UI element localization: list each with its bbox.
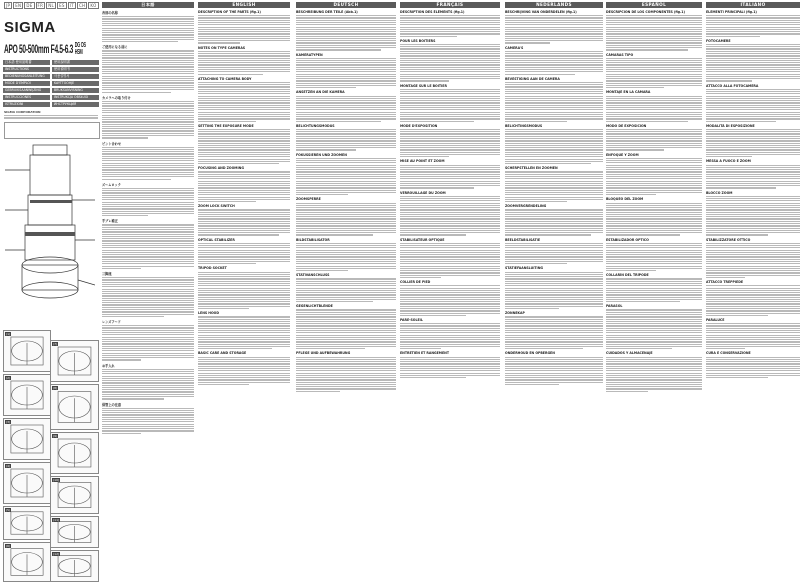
section-heading: FOTOCAMERE xyxy=(706,38,731,43)
section-heading: CURA E CONSERVAZIONE xyxy=(706,351,751,356)
instruction-figure xyxy=(50,550,99,582)
text-column-0 xyxy=(102,2,194,435)
language-code-strip xyxy=(4,2,100,9)
section-heading: BEVESTIGING AAN DE CAMERA xyxy=(505,76,560,81)
figure-label: (2) xyxy=(6,376,11,380)
section-heading: BLOCCO ZOOM xyxy=(706,190,733,195)
section-heading: ONDERHOUD EN OPBERGEN xyxy=(505,351,555,356)
section-heading: DESCRIPCIÓN DE LOS COMPONENTES (fig.1) xyxy=(606,10,685,14)
instruction-figure xyxy=(50,340,99,382)
text-column-1 xyxy=(198,2,290,386)
section-heading: VERROUILLAGE DU ZOOM xyxy=(400,190,446,195)
column-header: ESPAÑOL xyxy=(606,2,702,8)
language-tab: MODE D'EMPLOI xyxy=(3,81,50,86)
figure-label: (8) xyxy=(53,386,58,390)
figure-drawing xyxy=(51,433,98,473)
contact-box xyxy=(4,122,100,139)
figure-label: (6) xyxy=(6,544,11,548)
figure-drawing xyxy=(4,419,50,459)
text-column-2 xyxy=(296,2,396,393)
figure-label: (7) xyxy=(53,342,58,346)
section-heading: ズームロック xyxy=(102,182,121,187)
figure-label: (9) xyxy=(53,434,58,438)
section-heading: BESCHRIJVING VAN ONDERDELEN (fig.1) xyxy=(505,10,577,14)
section-heading: ELEMENTI PRINCIPALI (fig.1) xyxy=(706,10,757,14)
section-heading: DESCRIPTION OF THE PARTS (fig.1) xyxy=(198,10,261,14)
column-header: ENGLISH xyxy=(198,2,290,8)
instruction-figure xyxy=(3,542,51,582)
section-heading: DESCRIPTION DES ÉLÉMENTS (fig.1) xyxy=(400,10,465,14)
language-tab: INSTRUCTIONS xyxy=(3,67,50,72)
section-heading: MODO DE EXPOSICIÓN xyxy=(606,123,647,128)
language-index xyxy=(3,60,99,107)
section-heading: PARALUCE xyxy=(706,318,725,323)
section-heading: OPTICAL STABILIZER xyxy=(198,237,235,242)
column-header: DEUTSCH xyxy=(296,2,396,8)
language-code: NL xyxy=(48,3,55,8)
figure-label: (11) xyxy=(53,518,60,522)
section-heading: BELICHTUNGSMODUS xyxy=(296,123,335,128)
text-column-5 xyxy=(606,2,702,393)
section-heading: SCHERPSTELLEN EN ZOOMEN xyxy=(505,166,558,171)
column-header: ITALIANO xyxy=(706,2,800,8)
section-heading: ESTABILIZADOR ÓPTICO xyxy=(606,237,649,242)
section-heading: FOKUSSIEREN UND ZOOMEN xyxy=(296,152,347,157)
section-heading: ZOOMSPERRE xyxy=(296,197,321,202)
language-tab: INSTRUKCJA OBSŁUGI xyxy=(52,95,99,100)
figure-label: (3) xyxy=(6,420,11,424)
section-heading: COLLARÍN DEL TRÍPODE xyxy=(606,273,649,278)
figure-label: (4) xyxy=(6,464,11,468)
section-heading: BELICHTINGSMODUS xyxy=(505,123,543,128)
section-heading: ENFOQUE Y ZOOM xyxy=(606,152,639,157)
instruction-figure xyxy=(50,476,99,514)
section-heading: MONTAGE SUR LE BOITIER xyxy=(400,83,447,88)
section-heading: BASIC CARE AND STORAGE xyxy=(198,351,247,356)
company-address xyxy=(4,110,98,120)
instruction-figure xyxy=(50,432,99,474)
section-heading: PARE-SOLEIL xyxy=(400,318,423,323)
section-heading: MONTAJE EN LA CÁMARA xyxy=(606,90,651,95)
language-code: CH xyxy=(78,3,86,8)
section-heading: STABILISATEUR OPTIQUE xyxy=(400,237,445,242)
figure-drawing xyxy=(4,463,50,503)
instruction-figure xyxy=(50,516,99,548)
figure-label: (5) xyxy=(6,508,11,512)
language-tab: ИНСТРУКЦИЯ xyxy=(52,102,99,107)
section-heading: SETTING THE EXPOSURE MODE xyxy=(198,123,254,128)
section-heading: GEGENLICHTBLENDE xyxy=(296,304,333,309)
column-header: FRANÇAIS xyxy=(400,2,500,8)
section-heading: ATTACHING TO CAMERA BODY xyxy=(198,76,252,81)
section-heading: ATTACCO ALLA FOTOCAMERA xyxy=(706,83,759,88)
section-heading: MESSA A FUOCO E ZOOM xyxy=(706,159,751,164)
language-tab: ISTRUZIONI xyxy=(3,102,50,107)
section-heading: 手ブレ補正 xyxy=(102,219,118,224)
section-heading: ANSETZEN AN DIE KAMERA xyxy=(296,90,345,95)
figure-label: (10) xyxy=(53,478,60,482)
instruction-figure xyxy=(3,462,51,504)
language-tab: 使用说明书 xyxy=(52,67,99,72)
language-tab: BRUKSANVISNING xyxy=(52,88,99,93)
section-heading: レンズフード xyxy=(102,320,121,325)
figure-drawing xyxy=(51,477,98,513)
section-heading: COLLIER DE PIED xyxy=(400,280,431,285)
section-heading: FOCUSING AND ZOOMING xyxy=(198,166,244,171)
section-heading: MODE D'EXPOSITION xyxy=(400,123,438,128)
section-heading: LENS HOOD xyxy=(198,311,220,316)
section-heading: TRIPOD SOCKET xyxy=(198,266,227,271)
section-heading: ご使用になる前に xyxy=(102,45,128,50)
section-heading: 三脚座 xyxy=(102,272,112,276)
text-column-6 xyxy=(706,2,800,379)
column-header: 日本語 xyxy=(102,2,194,8)
section-heading: BEELDSTABILISATIE xyxy=(505,237,541,242)
company-name: SIGMA CORPORATION xyxy=(4,110,41,114)
section-heading: 各部の名称 xyxy=(102,11,118,15)
figure-label: (12) xyxy=(53,552,60,556)
model-suffix: DG OS HSM xyxy=(74,42,86,56)
figure-drawing xyxy=(4,543,50,581)
figure-drawing xyxy=(4,331,50,371)
section-heading: MISE AU POINT ET ZOOM xyxy=(400,159,445,164)
instruction-figure xyxy=(3,418,51,460)
section-heading: PFLEGE UND AUFBEWAHRUNG xyxy=(296,351,351,356)
section-heading: NOTES ON TYPE CAMERAS xyxy=(198,45,246,50)
section-heading: PARASOL xyxy=(606,304,623,309)
section-heading: BESCHREIBUNG DER TEILE (Abb.1) xyxy=(296,10,358,14)
lens-diagram-figure xyxy=(5,140,95,305)
language-code: KO xyxy=(90,3,97,8)
section-heading: BILDSTABILISATOR xyxy=(296,237,330,242)
instruction-figure xyxy=(50,384,99,430)
figure-drawing xyxy=(51,341,98,381)
section-heading: CUIDADOS Y ALMACENAJE xyxy=(606,351,653,356)
language-code: FR xyxy=(37,3,44,8)
language-tab: GEBRUIKSAANWIJZING xyxy=(3,88,50,93)
text-column-3 xyxy=(400,2,500,379)
language-tab: 使用說明書 xyxy=(52,60,99,65)
section-heading: KAMERATYPEN xyxy=(296,52,323,57)
section-heading: POUR LES BOITIERS xyxy=(400,38,436,43)
text-column-4 xyxy=(505,2,603,386)
language-code: DE xyxy=(26,3,33,8)
section-heading: MODALITÀ DI ESPOSIZIONE xyxy=(706,123,755,128)
figure-drawing xyxy=(4,375,50,415)
section-heading: BLOQUEO DEL ZOOM xyxy=(606,197,644,202)
lens-model-title xyxy=(4,42,88,56)
figure-drawing xyxy=(51,385,98,429)
section-heading: 保管上の注意 xyxy=(102,402,122,407)
language-code: IT xyxy=(69,3,74,8)
section-heading: ZOOM LOCK SWITCH xyxy=(198,204,235,209)
section-heading: CÁMARAS TIPO xyxy=(606,52,634,57)
sigma-logo: SIGMA xyxy=(4,19,56,36)
language-code: JP xyxy=(6,3,11,8)
instruction-figure xyxy=(3,330,51,372)
section-heading: STATIEFAANSLUITING xyxy=(505,266,544,271)
language-tab: BEDIENUNGSANLEITUNG xyxy=(3,74,50,79)
section-heading: STATIVANSCHLUSS xyxy=(296,273,330,278)
instruction-figure xyxy=(3,506,51,540)
language-tab: 日本語 使用説明書 xyxy=(3,60,50,65)
model-name: APO 50-500mm F4.5-6.3 xyxy=(4,42,74,56)
figure-label: (1) xyxy=(6,332,11,336)
language-tab: INSTRUCCIONES xyxy=(3,95,50,100)
section-heading: ATTACCO TREPPIEDE xyxy=(706,280,744,285)
section-heading: ZONNEKAP xyxy=(505,311,525,316)
instruction-figure xyxy=(3,374,51,416)
section-heading: お手入れ xyxy=(102,363,115,368)
language-code: ES xyxy=(59,3,65,8)
section-heading: ZOOMVERGRENDELING xyxy=(505,204,547,209)
section-heading: CAMERA'S xyxy=(505,45,524,50)
section-heading: STABILIZZATORE OTTICO xyxy=(706,237,751,242)
section-heading: ENTRETIEN ET RANGEMENT xyxy=(400,351,450,356)
section-heading: カメラへの取り付け xyxy=(102,95,131,100)
column-header: NEDERLANDS xyxy=(505,2,603,8)
language-tab: KÄYTTÖOHJE xyxy=(52,81,99,86)
language-tab: 사용설명서 xyxy=(52,74,99,79)
section-heading: ピント合わせ xyxy=(102,141,122,146)
language-code: EN xyxy=(15,3,22,8)
